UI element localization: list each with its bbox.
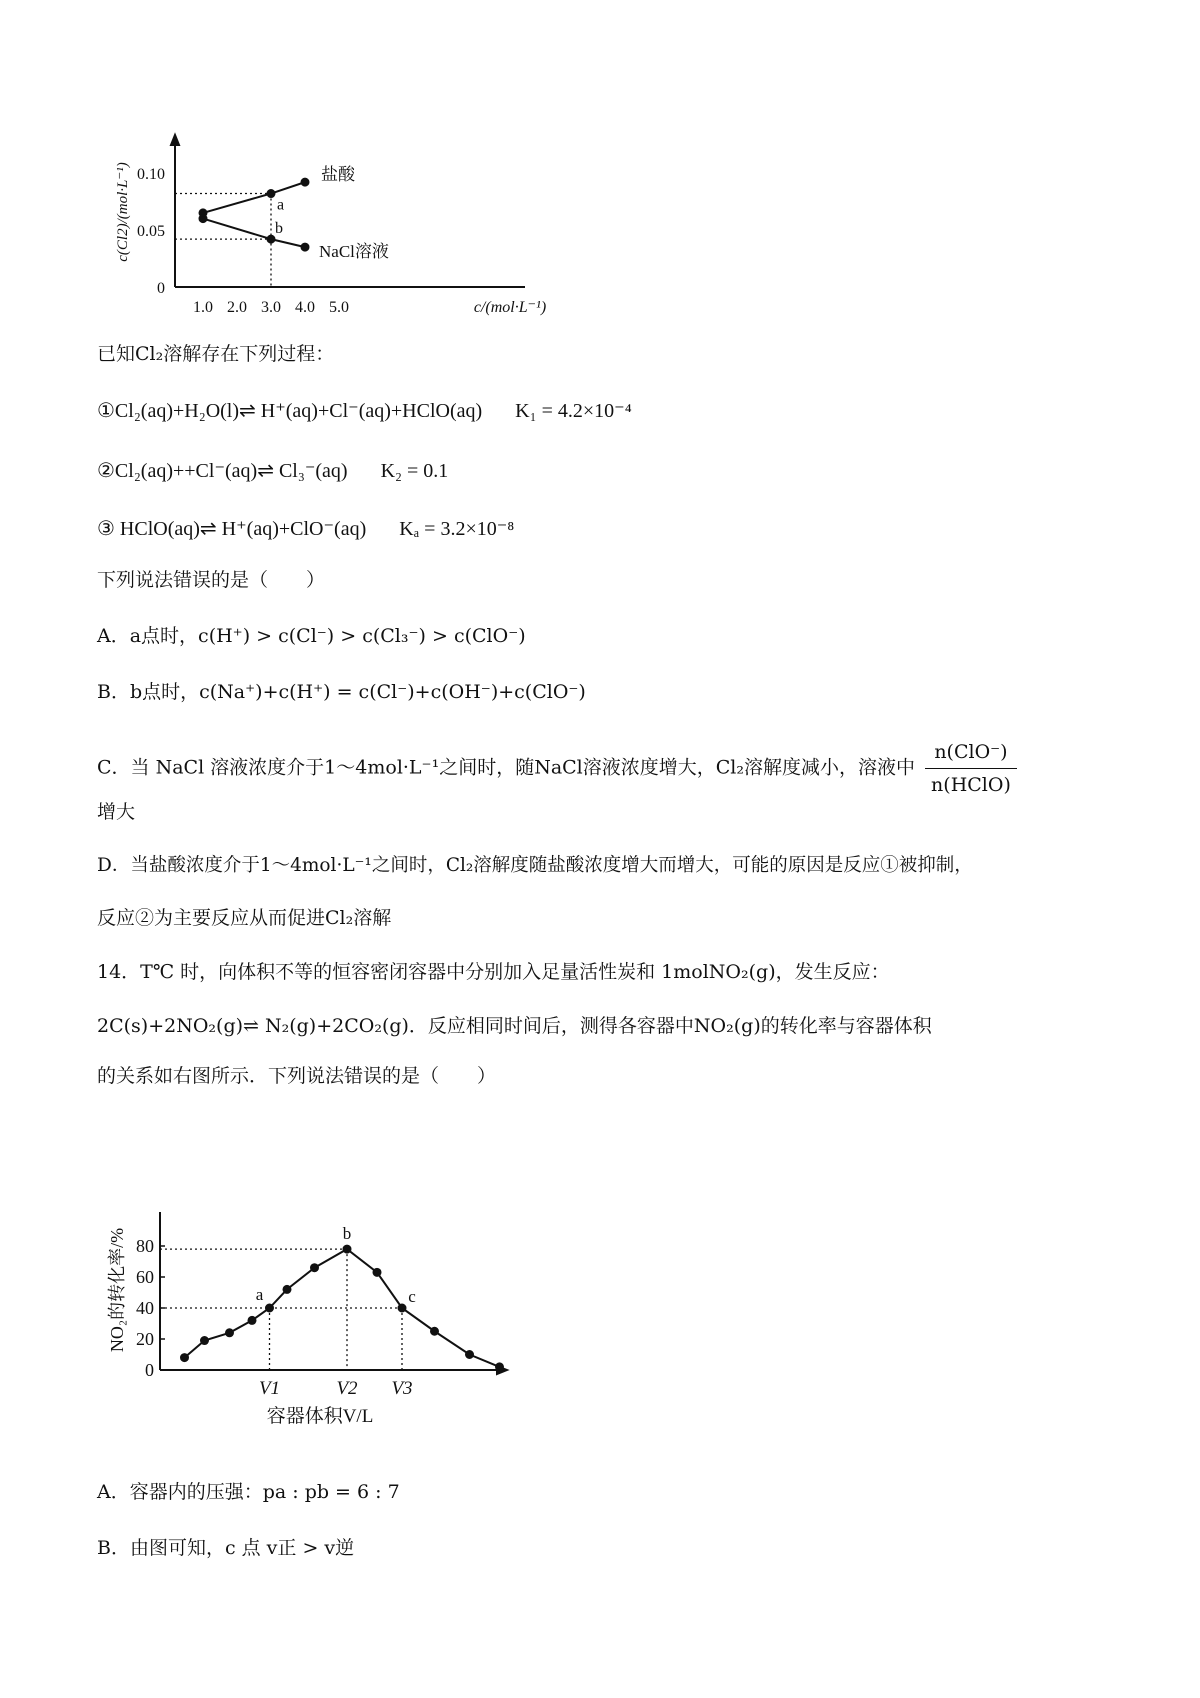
equation-2-k: K₂ = 0.1 bbox=[380, 460, 449, 482]
series-point bbox=[284, 1286, 291, 1293]
series-point bbox=[466, 1351, 473, 1358]
x-tick-label: 3.0 bbox=[261, 299, 281, 316]
x-tick-label: V3 bbox=[391, 1378, 413, 1399]
x-axis-label: 容器体积V/L bbox=[266, 1406, 374, 1427]
equation-1 bbox=[97, 398, 632, 423]
series-label-hcl: 盐酸 bbox=[321, 165, 355, 185]
question-14-line-3: 的关系如右图所示．下列说法错误的是（ ） bbox=[97, 1065, 497, 1087]
y-tick-label: 80 bbox=[136, 1236, 154, 1256]
y-tick-label: 0 bbox=[145, 1360, 154, 1380]
y-axis-label: c(Cl2)/(mol·L⁻¹) bbox=[115, 162, 131, 262]
series-nacl-point bbox=[302, 244, 309, 251]
y-tick-label: 20 bbox=[136, 1329, 154, 1349]
question-13-prompt: 下列说法错误的是（ ） bbox=[97, 569, 326, 591]
chart-no2-conversion bbox=[105, 1210, 525, 1430]
series-hcl-line bbox=[203, 182, 305, 213]
series-point bbox=[226, 1329, 233, 1336]
fraction-denominator: n(HClO) bbox=[931, 774, 1011, 796]
x-tick-label: 4.0 bbox=[295, 299, 315, 316]
question-14-line-1: 14．T℃ 时，向体积不等的恒容密闭容器中分别加入足量活性炭和 1molNO₂(g)，发生反应： bbox=[97, 961, 890, 983]
point-label-a: a bbox=[255, 1285, 264, 1304]
question-14-line-2: 2C(s)+2NO₂(g)⇌ N₂(g)+2CO₂(g)．反应相同时间后，测得各容器中NO₂(g)的转化率与容器体积 bbox=[97, 1015, 932, 1037]
x-tick-label: 2.0 bbox=[227, 299, 247, 316]
option-13-d: D．当盐酸浓度介于1～4mol·L⁻¹之间时，Cl₂溶解度随盐酸浓度增大而增大，可能的原因是反应①被抑制， bbox=[97, 855, 973, 876]
series-point bbox=[311, 1264, 318, 1271]
option-14-a: A．容器内的压强：pa : pb = 6 : 7 bbox=[97, 1481, 400, 1503]
option-13-c-cont: 增大 bbox=[97, 801, 136, 823]
x-tick-label: V2 bbox=[336, 1378, 358, 1399]
y-tick-label: 0.10 bbox=[137, 166, 165, 183]
fraction-clo-hclo bbox=[925, 738, 1017, 799]
series-label-nacl: NaCl溶液 bbox=[319, 242, 389, 262]
y-tick-label: 0 bbox=[157, 280, 165, 297]
equation-2 bbox=[97, 458, 448, 483]
series-point bbox=[496, 1363, 503, 1370]
series-hcl-point bbox=[302, 179, 309, 186]
equation-1-k: K₁ = 4.2×10⁻⁴ bbox=[515, 400, 632, 422]
option-13-d-cont: 反应②为主要反应从而促进Cl₂溶解 bbox=[97, 907, 392, 929]
y-tick-label: 0.05 bbox=[137, 223, 165, 240]
equation-3-text: ③ HClO(aq)⇌ H⁺(aq)+ClO⁻(aq) bbox=[97, 518, 367, 540]
y-tick-label: 40 bbox=[136, 1298, 154, 1318]
option-13-c bbox=[97, 738, 1017, 799]
option-14-b: B．由图可知，c 点 v正 > v逆 bbox=[97, 1537, 355, 1559]
y-tick-label: 60 bbox=[136, 1267, 154, 1287]
equation-3 bbox=[97, 516, 514, 541]
equation-2-text: ②Cl₂(aq)++Cl⁻(aq)⇌ Cl₃⁻(aq) bbox=[97, 460, 348, 482]
series-point bbox=[181, 1354, 188, 1361]
series-point bbox=[249, 1317, 256, 1324]
option-13-c-text: C．当 NaCl 溶液浓度介于1～4mol·L⁻¹之间时，随NaCl溶液浓度增大，Cl₂溶解度减小，溶液中 bbox=[97, 756, 915, 779]
series-nacl-point bbox=[200, 215, 207, 222]
series-point bbox=[431, 1328, 438, 1335]
option-13-b: B．b点时，c(Na⁺)+c(H⁺) = c(Cl⁻)+c(OH⁻)+c(ClO⁻) bbox=[97, 681, 586, 703]
series-point bbox=[374, 1269, 381, 1276]
equation-3-k: Kₐ = 3.2×10⁻⁸ bbox=[399, 518, 515, 540]
point-label-b: b bbox=[342, 1224, 352, 1244]
x-tick-label: 1.0 bbox=[193, 299, 213, 316]
equation-1-text: ①Cl₂(aq)+H₂O(l)⇌ H⁺(aq)+Cl⁻(aq)+HClO(aq) bbox=[97, 400, 483, 422]
y-axis-label: NO₂的转化率/% bbox=[107, 1227, 127, 1353]
series-point bbox=[201, 1337, 208, 1344]
point-label-a: a bbox=[277, 196, 285, 214]
fraction-numerator: n(ClO⁻) bbox=[925, 738, 1017, 769]
x-tick-label: 5.0 bbox=[329, 299, 349, 316]
point-label-b: b bbox=[275, 220, 283, 238]
series-nacl-line bbox=[203, 219, 305, 248]
y-axis-arrow bbox=[171, 135, 179, 145]
intro-text: 已知Cl₂溶解存在下列过程： bbox=[97, 343, 335, 365]
x-axis-label: c/(mol·L⁻¹) bbox=[473, 299, 547, 316]
option-13-a: A．a点时，c(H⁺) > c(Cl⁻) > c(Cl₃⁻) > c(ClO⁻) bbox=[97, 625, 526, 647]
chart-cl2-solubility bbox=[115, 135, 547, 345]
point-label-c: c bbox=[408, 1287, 416, 1306]
x-tick-label: V1 bbox=[258, 1378, 281, 1399]
